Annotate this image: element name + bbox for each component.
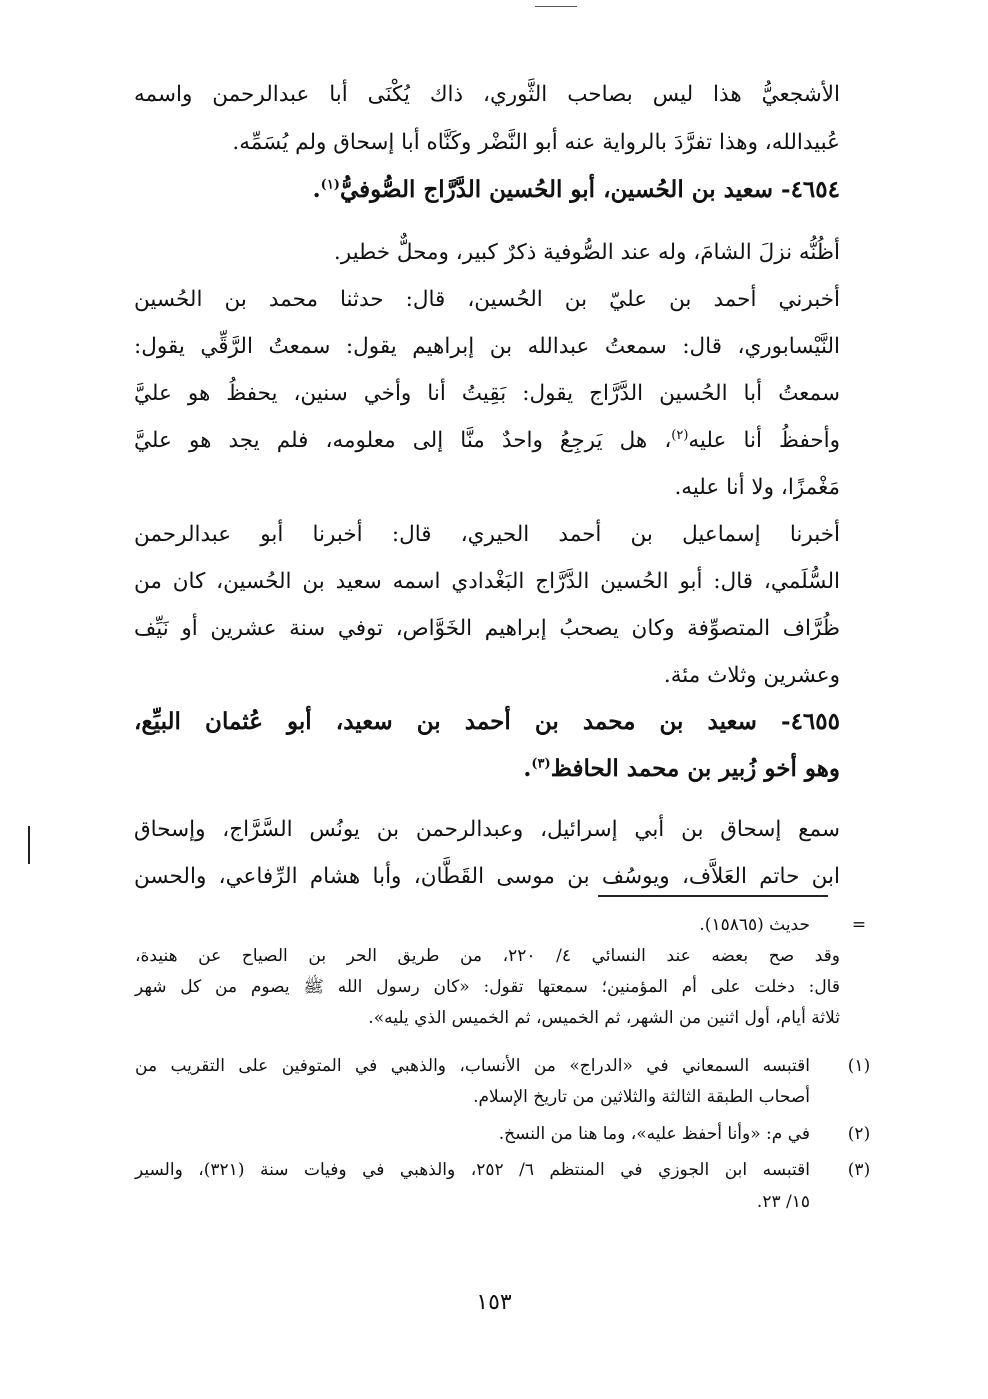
footnote-line	[135, 1084, 840, 1110]
page-number: ١٥٣	[476, 1290, 512, 1315]
footnote-text: ١٥/ ٢٣.	[756, 1192, 810, 1212]
entry-heading-4654	[134, 175, 840, 205]
footnote-ref: (١)	[320, 177, 340, 193]
text-line: ابن حاتم العَلاَّف، ويوسُف بن موسى القَطَّان، وأبا هشام الرِّفاعي، والحسن	[134, 864, 840, 889]
footnote-continuation	[135, 912, 867, 938]
footnote-text: في م: «وأنا أحفظ عليه»، وما هنا من النسخ.	[498, 1124, 810, 1144]
text-line: وعشرين وثلاث مئة.	[663, 663, 840, 688]
entry-heading-4655-cont	[134, 754, 840, 784]
continuation-mark: =	[851, 915, 867, 935]
footnote-separator	[598, 895, 828, 897]
footnote-ref: (٢)	[671, 427, 689, 443]
text-line: أخبرني أحمد بن عليّ بن الحُسين، قال: حدثنا محمد بن الحُسين	[134, 287, 840, 312]
footnote-line	[135, 1005, 840, 1031]
footnote-text: حديث (١٥٨٦٥).	[699, 915, 810, 935]
text-run: وأحفظُ أنا عليه	[688, 428, 840, 453]
text-line: الأشجعيُّ هذا ليس بصاحب الثَّوري، ذاك يُكْنَى أبا عبدالرحمن واسمه	[134, 82, 840, 107]
footnote-text: اقتبسه ابن الجوزي في المنتظم ٦/ ٢٥٢، والذهبي في وفيات سنة (٣٢١)، والسير	[135, 1160, 811, 1180]
text-line: عُبيدالله، وهذا تفرَّدَ بالرواية عنه أبو النَّضْر وكَنَّاه أبا إسحاق ولم يُسَمِّه.	[232, 130, 840, 155]
footnote-1	[135, 1053, 871, 1079]
text-run: ، هل يَرجِعُ واحدٌ منَّا إلى معلومه، فلم يجد هو عليَّ	[134, 428, 672, 453]
text-line: سمع إسحاق بن أبي إسرائيل، وعبدالرحمن بن يونُس السَّرَّاج، وإسحاق	[134, 817, 840, 842]
footnote-text: أصحاب الطبقة الثالثة والثلاثين من تاريخ الإسلام.	[473, 1087, 810, 1107]
footnote-line	[135, 943, 840, 969]
heading-end: .	[312, 176, 321, 203]
entry-heading-4655: ٤٦٥٥- سعيد بن محمد بن أحمد بن سعيد، أبو عُثمان البيِّع،	[134, 708, 840, 735]
footnote-line	[135, 1189, 840, 1215]
text-line	[134, 426, 840, 456]
text-line: سمعتُ أبا الحُسين الدَّرَّاج يقول: بَقِيتُ أنا وأخي سنين، يحفظُ هو عليَّ	[134, 381, 840, 406]
entry-heading-text: وهو أخو زُبير بن محمد الحافظ	[550, 755, 840, 782]
footnote-number: (٣)	[847, 1160, 871, 1180]
footnote-number: (١)	[847, 1056, 871, 1076]
top-rule	[535, 6, 577, 7]
text-line: مَغْمزًا، ولا أنا عليه.	[674, 475, 840, 500]
margin-mark	[28, 826, 30, 864]
footnote-text: وقد صح بعضه عند النسائي ٤/ ٢٢٠، من طريق الحر بن الصياح عن هنيدة،	[135, 946, 841, 966]
footnote-number: (٢)	[847, 1124, 871, 1144]
footnote-3	[135, 1157, 871, 1183]
entry-heading-text: ٤٦٥٤- سعيد بن الحُسين، أبو الحُسين الدَّرَّاج الصُّوفيُّ	[339, 176, 840, 203]
footnote-line	[135, 974, 840, 1000]
footnote-ref: (٣)	[531, 756, 551, 772]
footnote-text: ثلاثة أيام، أول اثنين من الشهر، ثم الخميس، ثم الخميس الذي يليه».	[368, 1008, 840, 1028]
text-line: ظُرَّاف المتصوِّفة وكان يصحبُ إبراهيم الخَوَّاص، توفي سنة عشرين أو نَيِّف	[134, 616, 840, 641]
heading-end: .	[523, 755, 532, 782]
text-line: أظُنُّه نزلَ الشامَ، وله عند الصُّوفية ذكرٌ كبير، ومحلٌّ خطير.	[333, 240, 840, 265]
text-line: النَّيْسابوري، قال: سمعتُ عبدالله بن إبراهيم يقول: سمعتُ الرَّقِّي يقول:	[134, 334, 840, 359]
text-line: أخبرنا إسماعيل بن أحمد الحيري، قال: أخبرنا أبو عبدالرحمن	[134, 522, 840, 547]
footnote-2	[135, 1121, 871, 1147]
text-line: السُّلَمي، قال: أبو الحُسين الدَّرَّاج البَغْدادي اسمه سعيد بن الحُسين، كان من	[134, 569, 840, 594]
footnote-text: اقتبسه السمعاني في «الدراج» من الأنساب، والذهبي في المتوفين على التقريب من	[135, 1056, 810, 1076]
footnote-text: قال: دخلت على أم المؤمنين؛ سمعتها تقول: «كان رسول الله ﷺ يصوم من كل شهر	[135, 977, 840, 997]
